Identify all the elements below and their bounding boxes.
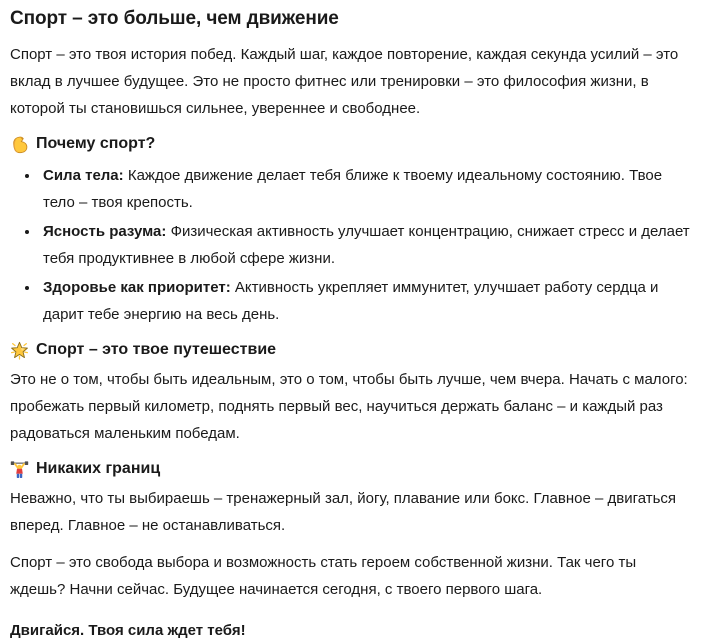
list-item (40, 218, 693, 272)
bullet-text: Каждое движение делает тебя ближе к твоему идеальному состоянию. Твое тело – твоя крепость. (43, 167, 663, 211)
bullet-term: Ясность разума: (43, 223, 167, 240)
bullet-text: Активность укрепляет иммунитет, улучшает работу сердца и дарит тебе энергию на весь день. (43, 279, 659, 323)
list-item (40, 274, 693, 328)
bullet-term: Сила тела: (43, 167, 124, 184)
section-heading-journey (10, 339, 693, 361)
list-item (40, 162, 693, 216)
freedom-paragraph: Спорт – это свобода выбора и возможность стать героем собственной жизни. Так чего ты ждешь? Начни сейчас. Будущее начинается сегодня, с твоего первого шага. (10, 554, 637, 598)
flexed-biceps-emoji (10, 135, 29, 154)
no-limits-paragraph: Неважно, что ты выбираешь – тренажерный зал, йогу, плавание или бокс. Главное – двигаться вперед. Главное – не останавливаться. (10, 490, 677, 534)
section-heading-why-sport (10, 133, 693, 155)
closing-line: Двигайся. Твоя сила ждет тебя! (10, 622, 246, 639)
section-heading-label: Спорт – это твое путешествие (36, 341, 277, 358)
weight-lifter-emoji (10, 460, 29, 479)
section-heading-label: Почему спорт? (36, 135, 156, 152)
bullet-term: Здоровье как приоритет: (43, 279, 231, 296)
section-heading-no-limits (10, 458, 693, 480)
article (10, 6, 693, 644)
section-heading-label: Никаких границ (36, 460, 161, 477)
journey-paragraph: Это не о том, чтобы быть идеальным, это о том, чтобы быть лучше, чем вчера. Начать с малого: пробежать первый километр, поднять первый вес, научиться держать баланс – и каждый раз радоваться маленьким победам. (10, 371, 688, 442)
glowing-star-emoji (10, 341, 29, 360)
benefits-list (10, 162, 693, 328)
bullet-text: Физическая активность улучшает концентрацию, снижает стресс и делает тебя продуктивнее в любой сфере жизни. (43, 223, 690, 267)
page-title: Спорт – это больше, чем движение (10, 8, 339, 29)
intro-paragraph: Спорт – это твоя история побед. Каждый шаг, каждое повторение, каждая секунда усилий – это вклад в лучшее будущее. Это не просто фитнес или тренировки – это философия жизни, в которой ты становишься сильнее, увереннее и свободнее. (10, 46, 679, 117)
